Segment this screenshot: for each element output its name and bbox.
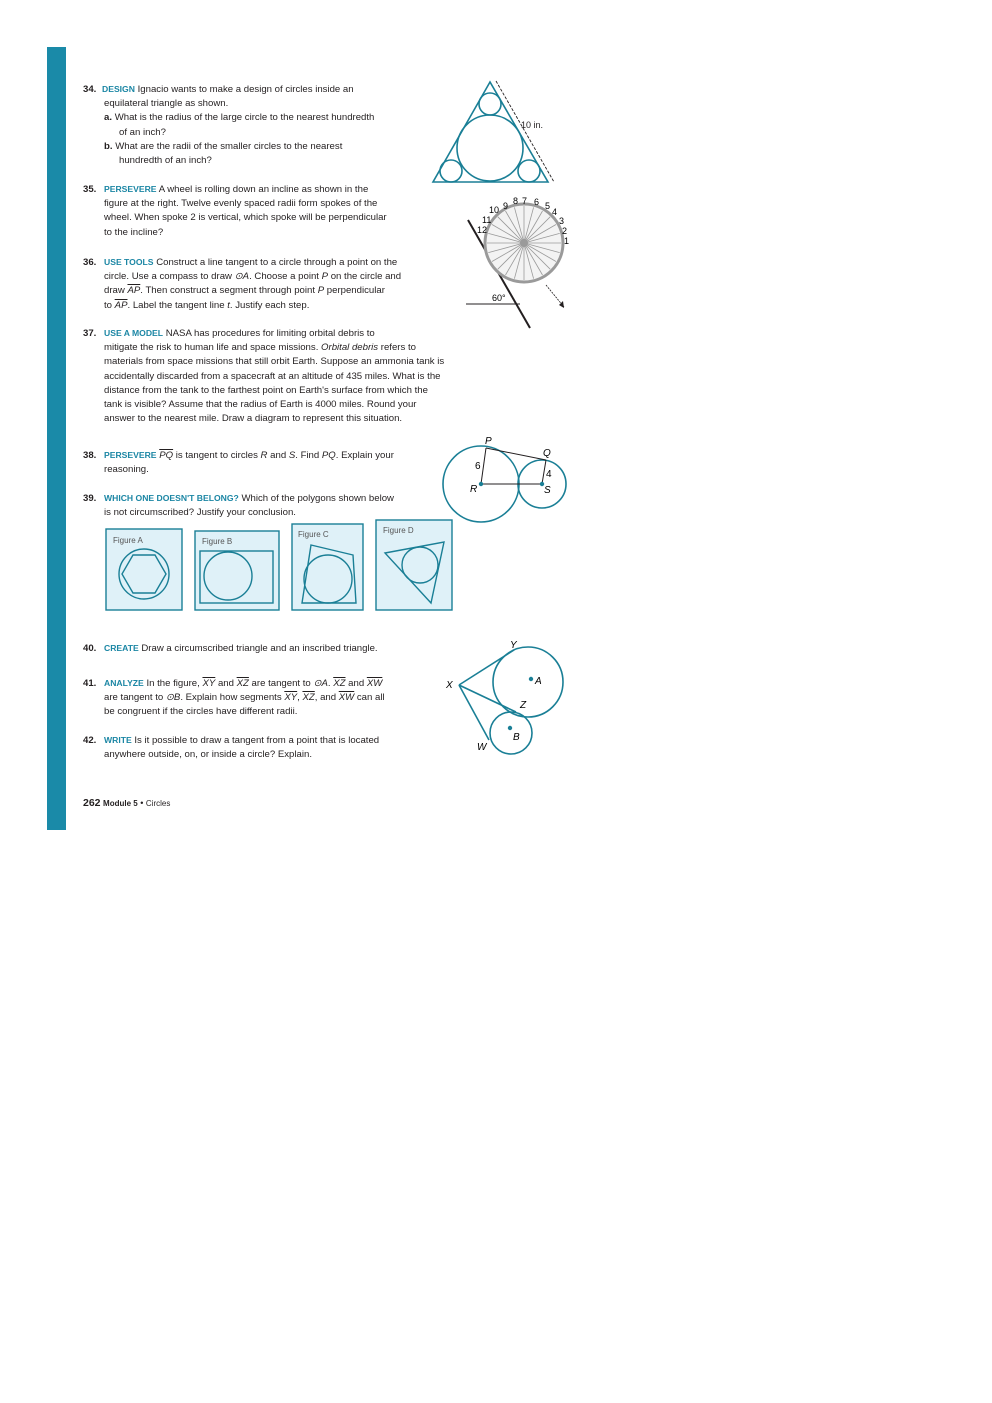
figure-c-label: Figure C <box>298 530 329 539</box>
part-text: of an inch? <box>119 126 166 138</box>
problem-text: materials from space missions that still orbit Earth. Suppose an ammonia tank is <box>104 356 445 368</box>
problem-text: be congruent if the circles have different radii. <box>104 706 298 718</box>
point-label-w: W <box>477 742 487 753</box>
problem-text: A wheel is rolling down an incline as shown in the <box>158 184 369 195</box>
figure-a <box>106 529 182 610</box>
problem-text: answer to the nearest mile. Draw a diagram to represent this situation. <box>104 413 403 425</box>
problem-text: equilateral triangle as shown. <box>104 98 229 110</box>
wheel-num-9: 9 <box>503 201 509 211</box>
wheel-num-11: 11 <box>482 215 492 225</box>
problem-tag: USE TOOLS <box>104 257 154 267</box>
problem-tag: DESIGN <box>102 84 135 94</box>
problem-text: wheel. When spoke 2 is vertical, which spoke will be perpendicular <box>104 212 387 224</box>
triangle-side-label: 10 in. <box>521 120 544 130</box>
wheel-num-8: 8 <box>513 196 519 206</box>
module-topic: Circles <box>145 799 171 808</box>
problem-number: 40. <box>83 643 97 654</box>
problem-37 <box>83 326 444 426</box>
point-label-q: Q <box>543 448 551 459</box>
wheel-num-6: 6 <box>534 197 540 207</box>
triangle-circles-figure <box>428 78 560 188</box>
problem-tag: USE A MODEL <box>104 328 164 338</box>
point-label-s: S <box>544 485 551 496</box>
page-footer <box>83 797 170 809</box>
wheel-num-4: 4 <box>552 207 558 217</box>
figure-d <box>376 520 452 610</box>
problem-35 <box>83 182 387 240</box>
problem-tag: PERSEVERE <box>104 184 157 194</box>
problem-text: NASA has procedures for limiting orbital debris to <box>165 328 375 339</box>
tangent-segments-figure <box>443 637 568 757</box>
problem-text: to the incline? <box>104 226 164 238</box>
point-label-x: X <box>446 680 453 691</box>
problem-text: distance from the tank to the farthest point on Earth's surface from which the <box>104 384 428 396</box>
point-label-y: Y <box>510 640 517 651</box>
tangent-circles-figure <box>438 432 570 526</box>
problem-tag: WRITE <box>104 735 132 745</box>
wheel-num-12: 12 <box>477 225 488 235</box>
problem-38 <box>83 448 394 477</box>
problem-number: 39. <box>83 493 97 504</box>
point-label-p: P <box>485 436 492 447</box>
figure-b-label: Figure B <box>202 537 233 546</box>
figure-d-label: Figure D <box>383 526 414 535</box>
radius-label-4: 4 <box>546 469 552 480</box>
problem-41 <box>83 676 385 720</box>
problem-40 <box>83 641 378 656</box>
figure-c <box>292 524 363 610</box>
sidebar-accent-bar <box>47 47 66 830</box>
part-label: a. <box>104 112 113 124</box>
wheel-incline-figure <box>458 190 576 330</box>
problem-text: figure at the right. Twelve evenly spaced radii form spokes of the <box>104 198 378 210</box>
problem-text: anywhere outside, on, or inside a circle? Explain. <box>104 749 312 761</box>
problem-number: 34. <box>83 84 97 95</box>
problem-text: accidentally discarded from a spacecraft at an altitude of 435 miles. What is the <box>104 370 441 382</box>
point-label-z: Z <box>520 700 527 711</box>
point-label-b: B <box>513 732 520 743</box>
problem-number: 42. <box>83 735 97 746</box>
figure-a-label: Figure A <box>113 536 143 545</box>
problem-tag: ANALYZE <box>104 678 144 688</box>
problem-text: reasoning. <box>104 464 149 476</box>
problem-text: $\overline{PQ}$ is tangent to circles R and S. Find PQ. Explain your <box>159 450 394 461</box>
part-label: b. <box>104 140 113 152</box>
point-label-r: R <box>470 484 478 495</box>
radius-label-6: 6 <box>475 461 481 472</box>
problem-text: Which of the polygons shown below <box>241 493 394 504</box>
problem-text: Construct a line tangent to a circle through a point on the <box>156 257 398 268</box>
problem-text: tank is visible? Assume that the radius of Earth is 4000 miles. Round your <box>104 399 417 411</box>
problem-34 <box>83 82 374 168</box>
part-text: hundredth of an inch? <box>119 155 212 167</box>
problem-number: 41. <box>83 678 97 689</box>
problem-number: 38. <box>83 450 97 461</box>
figure-b <box>195 531 279 610</box>
footer-separator: • <box>140 798 144 808</box>
problem-text: draw $\overline{AP}$. Then construct a segment through point P perpendicular <box>104 285 385 297</box>
problem-text: to $\overline{AP}$. Label the tangent line t. Justify each step. <box>104 299 310 311</box>
wheel-num-2: 2 <box>562 226 568 236</box>
problem-text: mitigate the risk to human life and space missions. Orbital debris refers to <box>104 342 416 354</box>
problem-text: is not circumscribed? Justify your conclusion. <box>104 507 296 519</box>
problem-tag: CREATE <box>104 643 139 653</box>
wheel-num-3: 3 <box>559 216 565 226</box>
module-label: Module 5 <box>103 799 138 808</box>
wheel-num-10: 10 <box>489 205 500 215</box>
wheel-num-7: 7 <box>522 196 528 206</box>
problem-number: 37. <box>83 328 97 339</box>
polygon-figures <box>104 517 456 613</box>
part-text: What is the radius of the large circle to the nearest hundredth <box>114 112 375 124</box>
problem-39 <box>83 491 394 520</box>
problem-42 <box>83 733 379 762</box>
problem-36 <box>83 255 401 313</box>
incline-angle-label: 60° <box>492 293 506 303</box>
problem-text: Draw a circumscribed triangle and an inscribed triangle. <box>141 643 378 654</box>
wheel-num-1: 1 <box>564 236 570 246</box>
problem-text: Is it possible to draw a tangent from a point that is located <box>134 735 380 746</box>
problem-tag: PERSEVERE <box>104 450 157 460</box>
problem-number: 35. <box>83 184 97 195</box>
problem-number: 36. <box>83 257 97 268</box>
page-number: 262 <box>83 797 101 809</box>
problem-text: Ignacio wants to make a design of circles inside an <box>137 84 354 95</box>
problem-text: are tangent to ⊙B. Explain how segments $\overline{XY}$, $\overline{XZ}$, and $\overline{XW}$ can all <box>104 692 385 704</box>
problem-text: circle. Use a compass to draw ⊙A. Choose a point P on the circle and <box>104 271 402 283</box>
part-text: What are the radii of the smaller circles to the nearest <box>115 140 343 152</box>
problem-text: In the figure, $\overline{XY}$ and $\overline{XZ}$ are tangent to ⊙A. $\overline{XZ}$ and $\overline{XW}$ <box>146 678 383 689</box>
point-label-a: A <box>535 676 542 687</box>
problem-tag: WHICH ONE DOESN'T BELONG? <box>104 493 239 503</box>
wheel-num-5: 5 <box>545 201 551 211</box>
